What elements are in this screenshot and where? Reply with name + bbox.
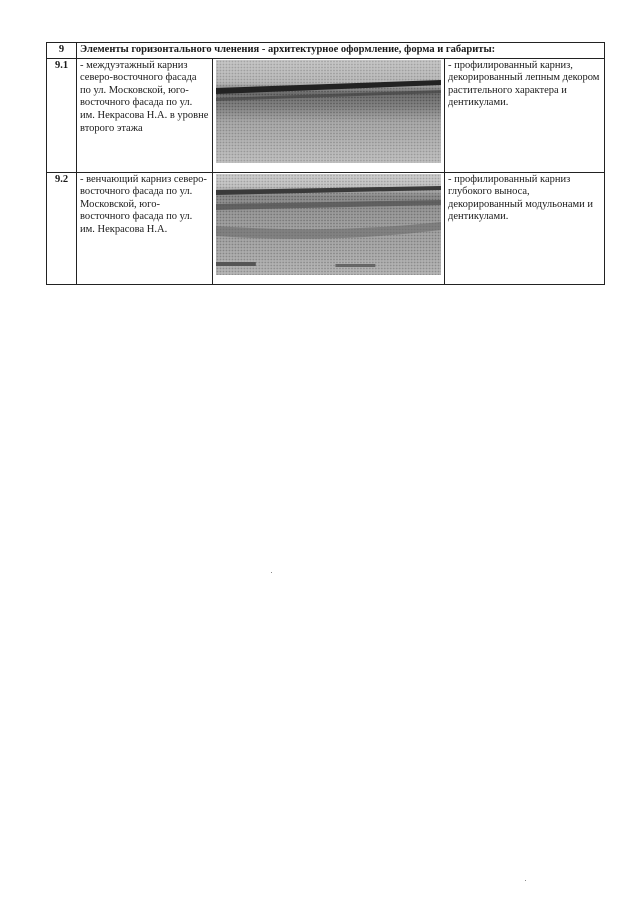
scan-speck <box>525 880 526 881</box>
section-header-row <box>47 43 605 59</box>
photo-cell <box>213 58 445 172</box>
cornice-photo <box>216 174 441 275</box>
section-number: 9 <box>47 43 77 59</box>
photo-cell <box>213 172 445 284</box>
table-row <box>47 172 605 284</box>
heritage-elements-table <box>46 42 605 285</box>
scan-speck <box>271 572 272 573</box>
section-title: Элементы горизонтального членения - архитектурное оформление, форма и габариты: <box>77 43 605 59</box>
row-description: - междуэтажный карниз северо-восточного фасада по ул. Московской, юго-восточного фасада по ул. им. Некрасова Н.А. в уровне второго этажа <box>77 58 213 172</box>
cornice-photo <box>216 60 441 163</box>
row-number: 9.2 <box>47 172 77 284</box>
table-row <box>47 58 605 172</box>
row-features: - профилированный карниз, декорированный лепным декором растительного характера и дентикулами. <box>445 58 605 172</box>
row-features: - профилированный карниз глубокого выноса, декорированный модульонами и дентикулами. <box>445 172 605 284</box>
row-number: 9.1 <box>47 58 77 172</box>
row-description: - венчающий карниз северо-восточного фасада по ул. Московской, юго-восточного фасада по ул. им. Некрасова Н.А. <box>77 172 213 284</box>
